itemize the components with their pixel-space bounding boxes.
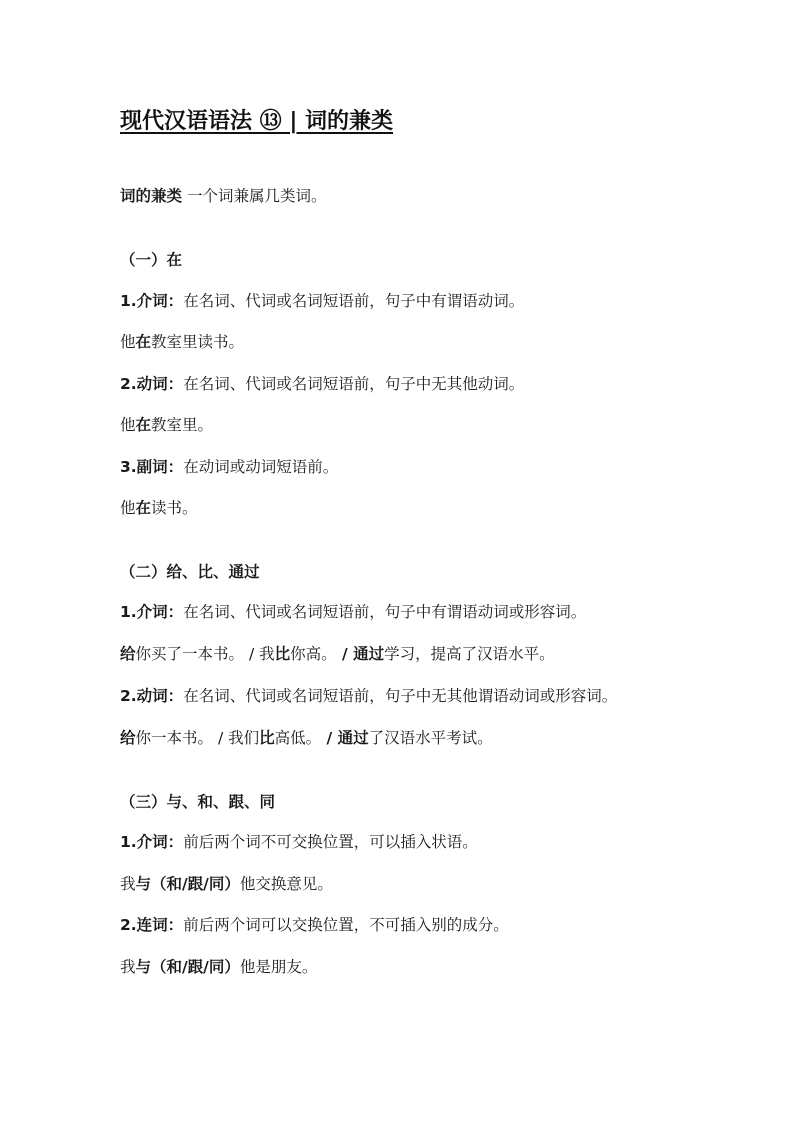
s2-rule-1-label: 1.介词： (120, 603, 184, 621)
example-text: 你高。 (290, 645, 337, 663)
s1-example-2 (120, 413, 213, 435)
s1-rule-2-text: 在名词、代词或名词短语前，句子中无其他动词。 (183, 375, 525, 393)
example-text: 了汉语水平考试。 (368, 729, 493, 747)
example-text: 我 (120, 875, 136, 893)
s2-rule-1 (120, 600, 586, 622)
example-keyword: 与（和/跟/同） (135, 958, 240, 976)
s1-example-1 (120, 330, 244, 352)
section-3-heading: （三）与、和、跟、同 (120, 793, 276, 811)
example-keyword: 在 (135, 333, 152, 351)
page-title: 现代汉语语法 ⑬ | 词的兼类 (120, 109, 394, 134)
example-keyword: 比 (274, 645, 291, 663)
example-text: 他交换意见。 (239, 875, 333, 893)
s1-rule-3 (120, 455, 338, 477)
s2-rule-2-label: 2.动词： (120, 687, 184, 705)
example-text: 我 (120, 958, 136, 976)
s1-rule-1 (120, 289, 524, 311)
s3-rule-1 (120, 830, 478, 852)
section-2-heading: （二）给、比、通过 (120, 563, 260, 581)
example-text: 他 (120, 416, 136, 434)
example-text: 他 (120, 333, 136, 351)
example-text: 教室里。 (151, 416, 214, 434)
example-text: 你一本书。 / 我们 (135, 729, 260, 747)
s2-rule-2-text: 在名词、代词或名词短语前，句子中无其他谓语动词或形容词。 (183, 687, 618, 705)
s1-rule-2 (120, 372, 524, 394)
s3-example-1 (120, 872, 333, 894)
s3-rule-1-text: 前后两个词不可交换位置，可以插入状语。 (183, 833, 478, 851)
s1-rule-3-text: 在动词或动词短语前。 (183, 458, 339, 476)
s1-rule-1-text: 在名词、代词或名词短语前，句子中有谓语动词。 (183, 292, 525, 310)
example-text: 教室里读书。 (151, 333, 245, 351)
example-text: 读书。 (151, 499, 198, 517)
example-keyword: 在 (135, 416, 152, 434)
s3-rule-2 (120, 913, 509, 935)
s2-example-1 (120, 642, 555, 664)
example-keyword: 给 (120, 645, 136, 663)
s3-rule-2-text: 前后两个词可以交换位置，不可插入别的成分。 (183, 916, 509, 934)
example-keyword: 通过 (337, 729, 369, 747)
s3-rule-1-label: 1.介词： (120, 833, 184, 851)
example-keyword: 通过 (353, 645, 385, 663)
example-text: 高低。 (274, 729, 322, 747)
s2-example-2 (120, 726, 493, 748)
s3-example-2 (120, 955, 317, 977)
example-keyword: 在 (135, 499, 152, 517)
example-keyword: 比 (259, 729, 275, 747)
s1-rule-2-label: 2.动词： (120, 375, 184, 393)
example-text: 你买了一本书。 / 我 (135, 645, 275, 663)
example-text: 他 (120, 499, 136, 517)
intro-line (120, 184, 326, 206)
s3-rule-2-label: 2.连词： (120, 916, 184, 934)
example-separator: / (321, 729, 338, 747)
example-text: 学习，提高了汉语水平。 (384, 645, 555, 663)
s1-rule-1-label: 1.介词： (120, 292, 184, 310)
intro-term: 词的兼类 (120, 187, 183, 205)
example-text: 他是朋友。 (239, 958, 318, 976)
example-keyword: 给 (120, 729, 136, 747)
intro-desc: 一个词兼属几类词。 (186, 187, 327, 205)
s1-example-3 (120, 496, 198, 518)
section-1-heading: （一）在 (120, 251, 183, 269)
example-separator: / (336, 645, 354, 663)
example-keyword: 与（和/跟/同） (135, 875, 240, 893)
s1-rule-3-label: 3.副词： (120, 458, 184, 476)
s2-rule-1-text: 在名词、代词或名词短语前，句子中有谓语动词或形容词。 (183, 603, 587, 621)
s2-rule-2 (120, 684, 617, 706)
